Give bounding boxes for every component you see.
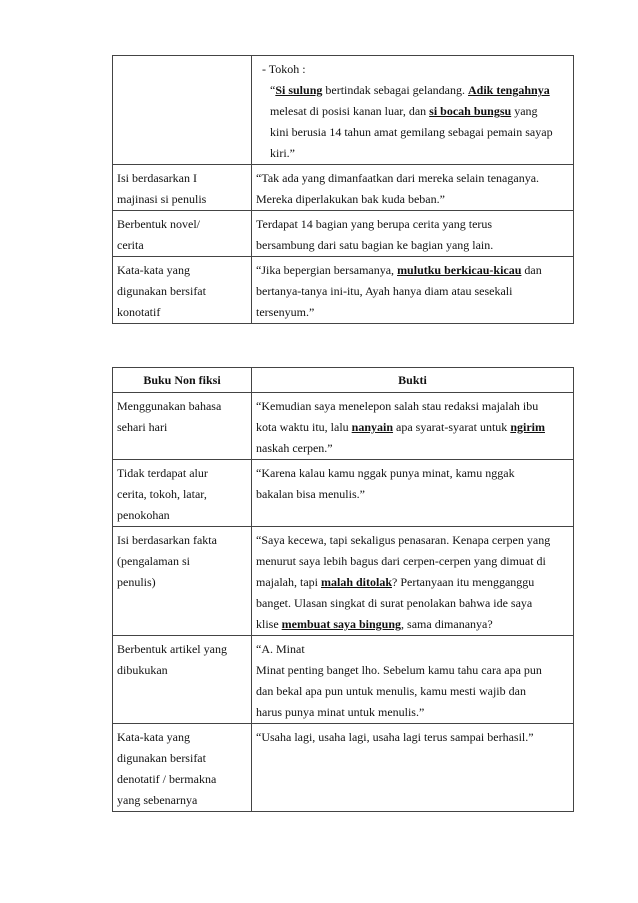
criterion-line: Kata-kata yang [117,263,190,277]
criterion-line: denotatif / bermakna [117,772,217,786]
table-row [113,460,574,527]
criterion-line: yang sebenarnya [117,793,198,807]
criterion-line: Tidak terdapat alur [117,466,208,480]
text-run: melesat di posisi kanan luar, dan [270,104,430,118]
table-row [113,527,574,636]
emphasized-phrase: nanyain [351,420,394,434]
text-line [256,281,569,302]
evidence-cell [252,636,574,724]
text-run: Mereka diperlakukan bak kuda beban.” [256,192,445,206]
evidence-cell [252,393,574,460]
criterion-line: (pengalaman si [117,554,190,568]
text-line [256,530,569,551]
text-line [256,189,569,210]
criterion-line: konotatif [117,305,161,319]
text-line [256,417,569,438]
evidence-cell [252,527,574,636]
text-run: bakalan bisa menulis.” [256,487,365,501]
text-run: apa syarat-syarat untuk [393,420,511,434]
table-row [113,636,574,724]
text-run: “Karena kalau kamu nggak punya minat, kamu nggak [256,466,515,480]
criterion-line: Berbentuk novel/ [117,217,200,231]
text-line [256,302,569,323]
text-run: Minat penting banget lho. Sebelum kamu tahu cara apa pun [256,663,542,677]
criterion-line: penulis) [117,575,156,589]
text-line [256,702,569,723]
evidence-cell [252,257,574,324]
text-line [256,59,569,80]
bold-underline [352,420,393,434]
table-row [113,211,574,257]
text-line [256,438,569,459]
table-row [113,393,574,460]
emphasized-phrase: Si sulung [275,83,323,97]
table-row [113,56,574,165]
emphasized-phrase: membuat saya bingung [281,617,402,631]
criterion-cell [113,393,252,460]
evidence-cell [252,211,574,257]
text-run: “Tak ada yang dimanfaatkan dari mereka selain tenaganya. [256,171,540,185]
text-run: bersambung dari satu bagian ke bagian yang lain. [256,238,494,252]
text-run: yang [511,104,538,118]
criterion-line: cerita [117,238,144,252]
emphasized-phrase: malah ditolak [320,575,392,589]
text-run: - Tokoh : [262,62,306,76]
emphasized-phrase: ngirim [510,420,545,434]
criterion-line: sehari hari [117,420,168,434]
text-line [256,80,569,101]
text-run: “A. Minat [256,642,305,656]
text-run: kini berusia 14 tahun amat gemilang sebagai pemain sayap [270,125,553,139]
bold-underline [321,575,392,589]
criterion-line: penokohan [117,508,170,522]
text-line [256,727,569,748]
text-line [256,260,569,281]
criterion-line: Berbentuk artikel yang [117,642,227,656]
text-run: “Usaha lagi, usaha lagi, usaha lagi terus sampai berhasil.” [256,730,534,744]
header-bukti: Bukti [252,368,574,393]
criterion-cell [113,460,252,527]
evidence-cell [252,460,574,527]
bold-underline [510,420,545,434]
criterion-line: digunakan bersifat [117,751,206,765]
bold-underline [397,263,521,277]
text-run: Terdapat 14 bagian yang berupa cerita yang terus [256,217,493,231]
criterion-line: Menggunakan bahasa [117,399,222,413]
text-run: naskah cerpen.” [256,441,333,455]
criterion-cell [113,724,252,812]
bold-underline [429,104,511,118]
header-buku-non-fiksi: Buku Non fiksi [113,368,252,393]
table-row [113,257,574,324]
criterion-line: Isi berdasarkan I [117,171,197,185]
text-run: ? Pertanyaan itu mengganggu [392,575,535,589]
text-run: “ [270,83,276,97]
criterion-cell [113,257,252,324]
text-line [256,143,569,164]
fiction-evidence-table [112,55,574,324]
criterion-cell [113,165,252,211]
text-line [256,122,569,143]
text-run: kiri.” [270,146,295,160]
bold-underline [468,83,550,97]
text-run: dan [521,263,542,277]
text-run: harus punya minat untuk menulis.” [256,705,425,719]
text-line [256,551,569,572]
text-line [256,593,569,614]
criterion-cell [113,527,252,636]
text-run: dan bekal apa pun untuk menulis, kamu mesti wajib dan [256,684,526,698]
criterion-line: Kata-kata yang [117,730,190,744]
criterion-line: dibukukan [117,663,168,677]
text-line [256,214,569,235]
evidence-cell [252,165,574,211]
emphasized-phrase: Adik tengahnya [468,83,550,97]
text-line [256,168,569,189]
text-line [256,396,569,417]
text-line [256,614,569,635]
nonfiction-evidence-table [112,367,574,812]
emphasized-phrase: si bocah bungsu [429,104,512,118]
text-run: kota waktu itu, lalu [256,420,352,434]
text-line [256,660,569,681]
text-run: “Saya kecewa, tapi sekaligus penasaran. Kenapa cerpen yang [256,533,551,547]
text-line [256,463,569,484]
text-run: majalah, tapi [256,575,321,589]
bold-underline [282,617,401,631]
text-run: banget. Ulasan singkat di surat penolakan bahwa ide saya [256,596,533,610]
criterion-line: cerita, tokoh, latar, [117,487,207,501]
text-run: “Kemudian saya menelepon salah stau redaksi majalah ibu [256,399,539,413]
text-line [256,572,569,593]
text-run: “Jika bepergian bersamanya, [256,263,398,277]
evidence-cell [252,724,574,812]
text-line [256,101,569,122]
bold-underline [275,83,322,97]
text-line [256,681,569,702]
text-line [256,639,569,660]
text-line [256,235,569,256]
text-run: , sama dimananya? [401,617,493,631]
text-line [256,484,569,505]
table-header-row [113,368,574,393]
table-row [113,724,574,812]
text-run: bertanya-tanya ini-itu, Ayah hanya diam atau sesekali [256,284,513,298]
text-run: bertindak sebagai gelandang. [322,83,468,97]
evidence-cell [252,56,574,165]
criterion-cell [113,56,252,165]
criterion-line: digunakan bersifat [117,284,206,298]
criterion-line: Isi berdasarkan fakta [117,533,217,547]
text-run: menurut saya lebih bagus dari cerpen-cerpen yang dimuat di [256,554,546,568]
criterion-cell [113,211,252,257]
text-run: tersenyum.” [256,305,315,319]
criterion-cell [113,636,252,724]
table-row [113,165,574,211]
criterion-line: majinasi si penulis [117,192,207,206]
emphasized-phrase: mulutku berkicau-kicau [397,263,522,277]
text-run: klise [256,617,282,631]
